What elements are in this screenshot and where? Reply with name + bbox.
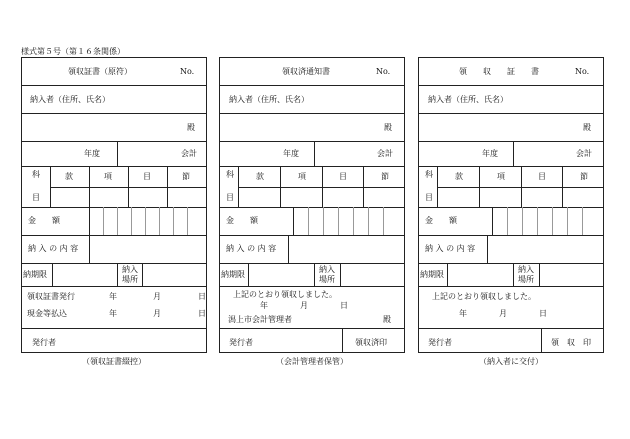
form-number-label: 様式第５号（第１６条関係） bbox=[21, 47, 125, 56]
account-label: 会計 bbox=[377, 149, 393, 158]
moku-label: 目 bbox=[339, 172, 347, 181]
content-label: 納 入 の 内 容 bbox=[425, 244, 476, 253]
receipt-form bbox=[418, 57, 604, 353]
place-label: 納入 bbox=[518, 265, 534, 274]
setsu-label: 節 bbox=[381, 172, 389, 181]
form-title: 領収済通知書 bbox=[282, 67, 330, 76]
payment-notice-form bbox=[219, 57, 405, 353]
due-date-label: 納期限 bbox=[221, 270, 245, 279]
year-label: 年 bbox=[459, 309, 467, 318]
treasurer-honorific: 殿 bbox=[383, 315, 391, 324]
year-label: 年 bbox=[109, 309, 117, 318]
place-label: 場所 bbox=[122, 275, 138, 284]
item-ka-label: 科 bbox=[226, 170, 234, 179]
due-date-label: 納期限 bbox=[23, 270, 47, 279]
form-caption: （領収証書綴控） bbox=[82, 357, 146, 366]
content-label: 納 入 の 内 容 bbox=[28, 244, 79, 253]
kou-label: 項 bbox=[298, 172, 306, 181]
amount-label: 金 額 bbox=[226, 216, 258, 225]
kan-label: 款 bbox=[256, 172, 264, 181]
stamp-label: 領収済印 bbox=[355, 338, 387, 347]
account-label: 会計 bbox=[576, 149, 592, 158]
issuer-label: 発行者 bbox=[428, 338, 452, 347]
number-label: No. bbox=[376, 67, 391, 76]
month-label: 月 bbox=[300, 301, 308, 310]
form-caption: （納入者に交付） bbox=[479, 357, 543, 366]
item-ka-label: 科 bbox=[425, 170, 433, 179]
fiscal-year-label: 年度 bbox=[84, 149, 100, 158]
kan-label: 款 bbox=[65, 172, 73, 181]
place-label: 場所 bbox=[518, 275, 534, 284]
month-label: 月 bbox=[153, 292, 161, 301]
payer-label: 納入者（住所、氏名） bbox=[428, 95, 508, 104]
place-label: 納入 bbox=[319, 265, 335, 274]
treasurer-label: 潟上市会計管理者 bbox=[228, 315, 292, 324]
content-label: 納 入 の 内 容 bbox=[226, 244, 277, 253]
number-label: No. bbox=[180, 67, 195, 76]
day-label: 日 bbox=[539, 309, 547, 318]
received-text: 上記のとおり領収しました。 bbox=[233, 290, 337, 299]
fiscal-year-label: 年度 bbox=[482, 149, 498, 158]
day-label: 日 bbox=[198, 292, 206, 301]
due-date-label: 納期限 bbox=[420, 270, 444, 279]
form-title: 領収証書（原符） bbox=[68, 67, 132, 76]
amount-label: 金 額 bbox=[28, 216, 60, 225]
honorific: 殿 bbox=[187, 123, 195, 132]
place-label: 納入 bbox=[122, 265, 138, 274]
year-label: 年 bbox=[260, 301, 268, 310]
receipt-stub-form bbox=[21, 57, 207, 353]
kou-label: 項 bbox=[104, 172, 112, 181]
number-label: No. bbox=[575, 67, 590, 76]
form-caption: （会計管理者保管） bbox=[276, 357, 348, 366]
issuer-label: 発行者 bbox=[32, 338, 56, 347]
item-moku-label: 目 bbox=[226, 193, 234, 202]
item-moku-label: 目 bbox=[425, 193, 433, 202]
item-moku-label: 目 bbox=[32, 193, 40, 202]
day-label: 日 bbox=[340, 301, 348, 310]
payer-label: 納入者（住所、氏名） bbox=[30, 95, 110, 104]
issuer-label: 発行者 bbox=[229, 338, 253, 347]
month-label: 月 bbox=[499, 309, 507, 318]
payer-label: 納入者（住所、氏名） bbox=[229, 95, 309, 104]
received-text: 上記のとおり領収しました。 bbox=[432, 292, 536, 301]
stamp-label: 領 収 印 bbox=[551, 338, 591, 347]
honorific: 殿 bbox=[384, 123, 392, 132]
setsu-label: 節 bbox=[580, 172, 588, 181]
account-label: 会計 bbox=[181, 149, 197, 158]
issue-date-label: 領収証書発行 bbox=[27, 292, 75, 301]
kan-label: 款 bbox=[455, 172, 463, 181]
year-label: 年 bbox=[109, 292, 117, 301]
honorific: 殿 bbox=[583, 123, 591, 132]
amount-label: 金 額 bbox=[425, 216, 457, 225]
place-label: 場所 bbox=[319, 275, 335, 284]
setsu-label: 節 bbox=[182, 172, 190, 181]
fiscal-year-label: 年度 bbox=[283, 149, 299, 158]
form-title: 領 収 証 書 bbox=[459, 67, 539, 76]
item-ka-label: 科 bbox=[32, 170, 40, 179]
moku-label: 目 bbox=[538, 172, 546, 181]
cash-payment-label: 現金等払込 bbox=[27, 309, 67, 318]
month-label: 月 bbox=[153, 309, 161, 318]
kou-label: 項 bbox=[497, 172, 505, 181]
moku-label: 目 bbox=[143, 172, 151, 181]
day-label: 日 bbox=[198, 309, 206, 318]
